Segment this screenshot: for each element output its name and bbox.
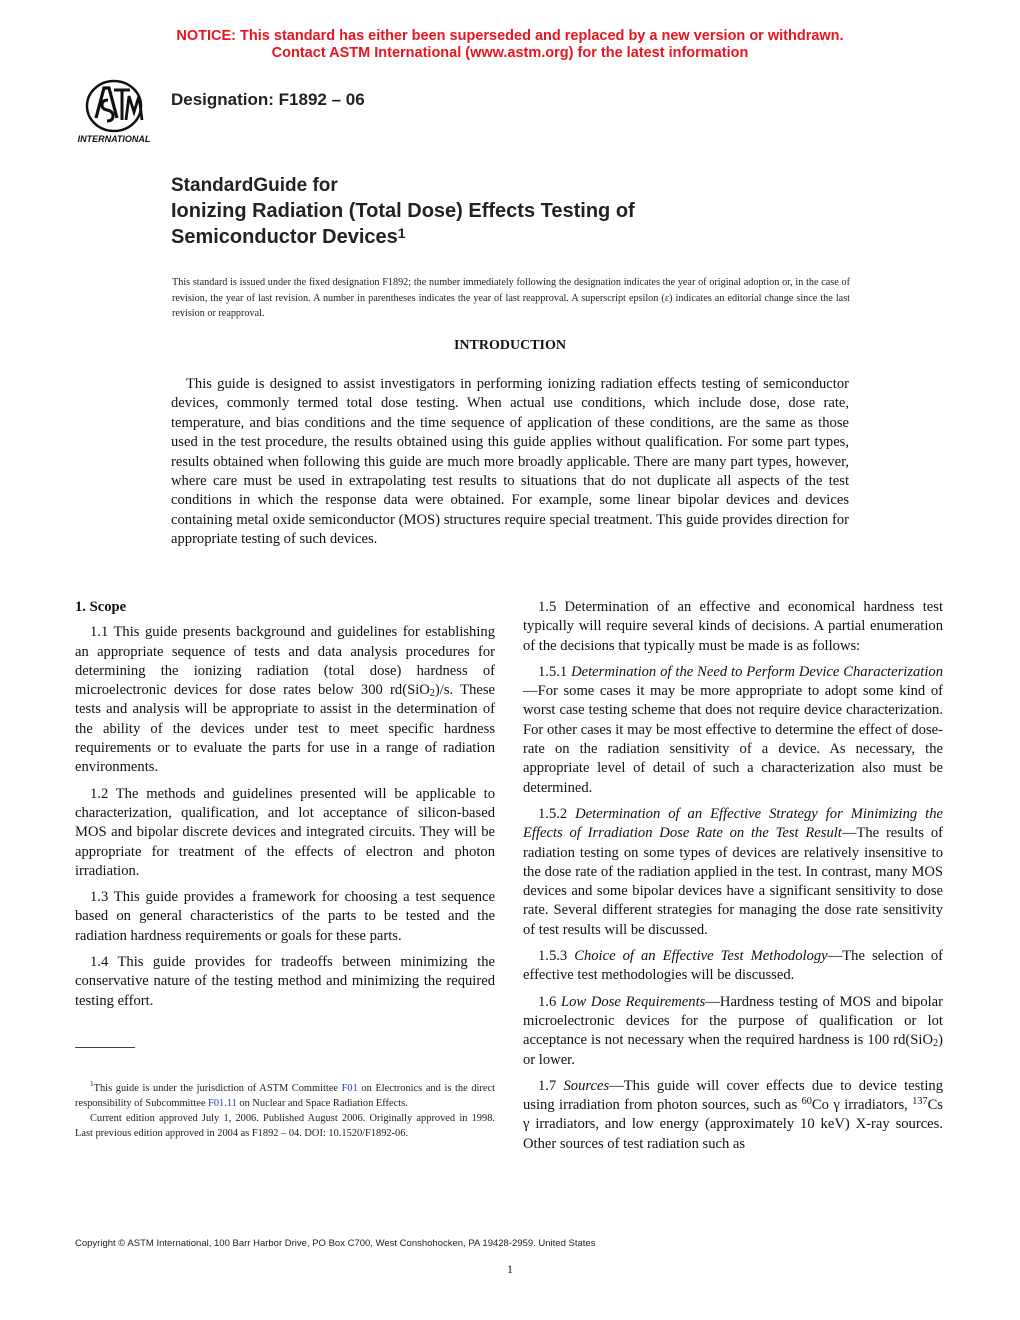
notice-line-1: NOTICE: This standard has either been superseded and replaced by a new version or withdrawn.: [176, 28, 844, 44]
footnote-edition: Current edition approved July 1, 2006. Published August 2006. Originally approved in 1998. Last previous edition approved in 2004 as F1892 – 04. DOI: 10.1520/F1892-06.: [75, 1113, 495, 1139]
page-number: 1: [507, 1262, 513, 1276]
paragraph-1-5: 1.5 Determination of an effective and economical hardness test typically will require several kinds of decisions. A partial enumeration of the decisions that typically must be made is as follows:: [523, 599, 943, 654]
issuance-note: This standard is issued under the fixed designation F1892; the number immediately following the designation indicates the year of original adoption or, in the case of revision, the year of last revision. A number in parentheses indicates the year of last reapproval. A superscript epsilon (ε) indicates an editorial change since the last revision or reapproval.: [172, 277, 850, 319]
logo-wordmark: INTERNATIONAL: [77, 134, 151, 144]
introduction-text: This guide is designed to assist investigators in performing ionizing radiation effects testing of semiconductor devices, commonly termed total dose testing. When actual use conditions, which include dose, dose rate, temperature, and bias conditions and the time sequence of application of these conditions, are the same as those used in the test procedure, the results obtained using this guide applies without qualification. For some part types, results obtained when following this guide are much more broadly applicable. There are many part types, however, where care must be used in extrapolating test results to situations that do not duplicate all aspects of the test conditions in which the response data were obtained. For example, some linear bipolar devices and devices containing metal oxide semiconductor (MOS) structures require special treatment. This guide provides direction for appropriate testing of such devices.: [171, 376, 849, 548]
paragraph-1-1: 1.1 This guide presents background and guidelines for establishing an appropriate sequence of tests and data analysis procedures for determining the ionizing radiation (total dose) hardness of microelectronic devices for dose rates below 300 rd(SiO$_2$)/s. These tests and analysis will be appropriate to assist in the determination of the ability of the devices under test to meet specific hardness requirements or to evaluate the parts for use in a range of radiation environments.: [75, 624, 495, 776]
title-footnote-mark: 1: [397, 225, 406, 241]
paragraph-1-3: 1.3 This guide provides a framework for choosing a test sequence based on general characteristics of the parts to be tested and the radiation hardness requirements or goals for these parts.: [75, 889, 495, 944]
scope-heading: 1. Scope: [75, 599, 127, 615]
paragraph-1-5-1: 1.5.1 Determination of the Need to Perform Device Characterization—For some cases it may be more appropriate to adopt some kind of worst case testing scheme that does not require device characterization. For other cases it may be most effective to determine the effect of dose-rate on the radiation sensitivity of a device. As necessary, the appropriate level of detail of such a characterization also must be determined.: [523, 663, 944, 796]
copyright-notice: Copyright © ASTM International, 100 Barr Harbor Drive, PO Box C700, West Conshohocken, PA 19428-2959. United States: [75, 1238, 596, 1249]
title-line-2: Ionizing Radiation (Total Dose) Effects Testing of: [171, 200, 635, 222]
document-title: [171, 174, 635, 250]
right-column: [523, 598, 943, 1161]
subcommittee-link[interactable]: F01.11: [208, 1098, 237, 1109]
paragraph-1-4: 1.4 This guide provides for tradeoffs between minimizing the conservative nature of the testing method and minimizing the required testing effort.: [75, 954, 495, 1009]
left-column: [75, 598, 495, 1018]
introduction-heading: INTRODUCTION: [453, 338, 566, 353]
title-line-3: Semiconductor Devices$^1$: [171, 225, 406, 248]
paragraph-1-6: 1.6 Low Dose Requirements—Hardness testing of MOS and bipolar microelectronic devices for the purpose of qualification or lot acceptance is not necessary when the required hardness is 100 rd(SiO$_2$) or lower.: [523, 993, 944, 1068]
title-line-1: StandardGuide for: [171, 175, 338, 196]
footnote: [75, 1081, 495, 1141]
designation: Designation: F1892 – 06: [171, 90, 365, 109]
paragraph-1-2: 1.2 The methods and guidelines presented will be applicable to characterization, qualification, and lot acceptance of silicon-based MOS and bipolar discrete devices and integrated circuits. They will be appropriate for treatment of the effects of electron and photon irradiation.: [75, 785, 495, 879]
superseded-notice: [0, 28, 1020, 62]
astm-logo: [70, 76, 160, 146]
paragraph-1-5-3: 1.5.3 Choice of an Effective Test Methodology—The selection of effective test methodologies will be discussed.: [523, 948, 943, 984]
paragraph-1-7: 1.7 Sources—This guide will cover effects due to device testing using irradiation from photon sources, such as $^{60}$Co γ irradiators, $^{137}$Cs γ irradiators, and low energy (approximately 10 keV) X-ray sources. Other sources of test radiation such as: [523, 1077, 943, 1152]
footnote-jurisdiction: $^1$This guide is under the jurisdiction of ASTM Committee F01 on Electronics and is the direct responsibility of Subcommittee F01.11 on Nuclear and Space Radiation Effects.: [75, 1080, 495, 1109]
notice-line-2: Contact ASTM International (www.astm.org) for the latest information: [271, 45, 749, 61]
committee-link[interactable]: F01: [341, 1083, 358, 1094]
footnote-divider: [75, 1047, 135, 1048]
paragraph-1-5-2: 1.5.2 Determination of an Effective Strategy for Minimizing the Effects of Irradiation Dose Rate on the Test Result—The results of radiation testing on some types of devices are relatively insensitive to the dose rate of the radiation applied in the test. In contrast, many MOS devices and some bipolar devices have a significant sensitivity to dose rate. Several different strategies for managing the dose rate sensitivity of test results will be discussed.: [523, 805, 943, 938]
